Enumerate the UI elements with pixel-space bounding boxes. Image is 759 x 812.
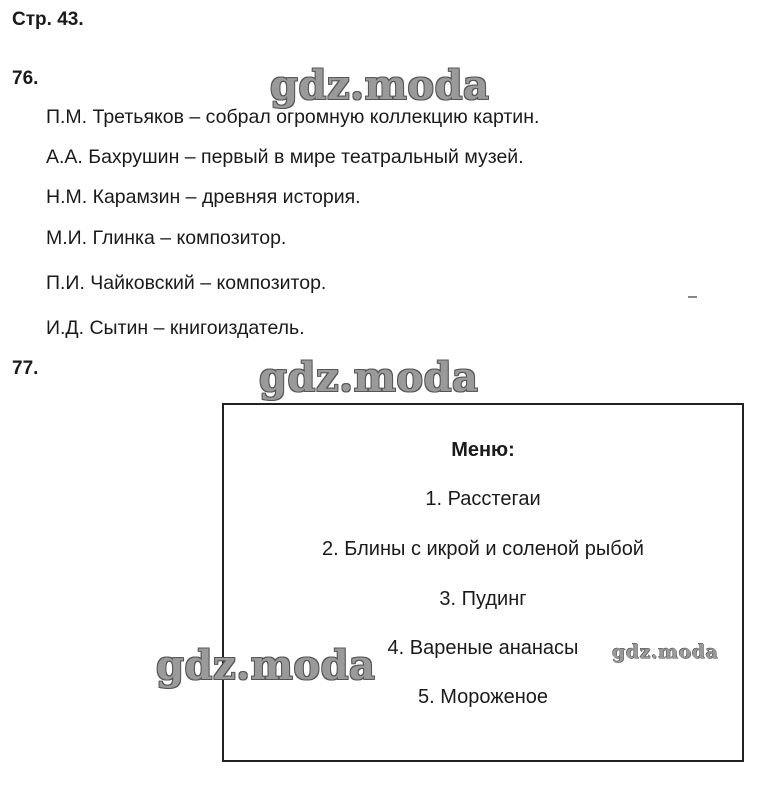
list-item: М.И. Глинка – композитор. xyxy=(46,227,287,249)
task-76-number: 76. xyxy=(12,68,39,89)
watermark-logo: gdz.moda xyxy=(612,641,719,663)
menu-item: 4. Вареные ананасы xyxy=(387,637,579,659)
menu-item: 1. Расстегаи xyxy=(425,488,541,510)
list-item: П.И. Чайковский – композитор. xyxy=(46,272,327,294)
menu-item: 3. Пудинг xyxy=(439,588,527,610)
task-77-number: 77. xyxy=(12,358,39,379)
menu-title: Меню: xyxy=(451,439,515,461)
menu-item: 2. Блины с икрой и соленой рыбой xyxy=(322,538,644,560)
list-item: И.Д. Сытин – книгоиздатель. xyxy=(46,317,305,339)
stray-mark xyxy=(688,296,697,298)
watermark-logo: gdz.moda xyxy=(259,354,479,401)
list-item: П.М. Третьяков – собрал огромную коллекцию картин. xyxy=(46,106,540,128)
menu-box xyxy=(222,403,744,762)
watermark-logo: gdz.moda xyxy=(156,642,376,689)
list-item: А.А. Бахрушин – первый в мире театральный музей. xyxy=(46,146,524,168)
list-item: Н.М. Карамзин – древняя история. xyxy=(46,186,361,208)
menu-item: 5. Мороженое xyxy=(417,686,549,708)
page-title: Стр. 43. xyxy=(12,9,84,30)
watermark-logo: gdz.moda xyxy=(270,62,490,109)
